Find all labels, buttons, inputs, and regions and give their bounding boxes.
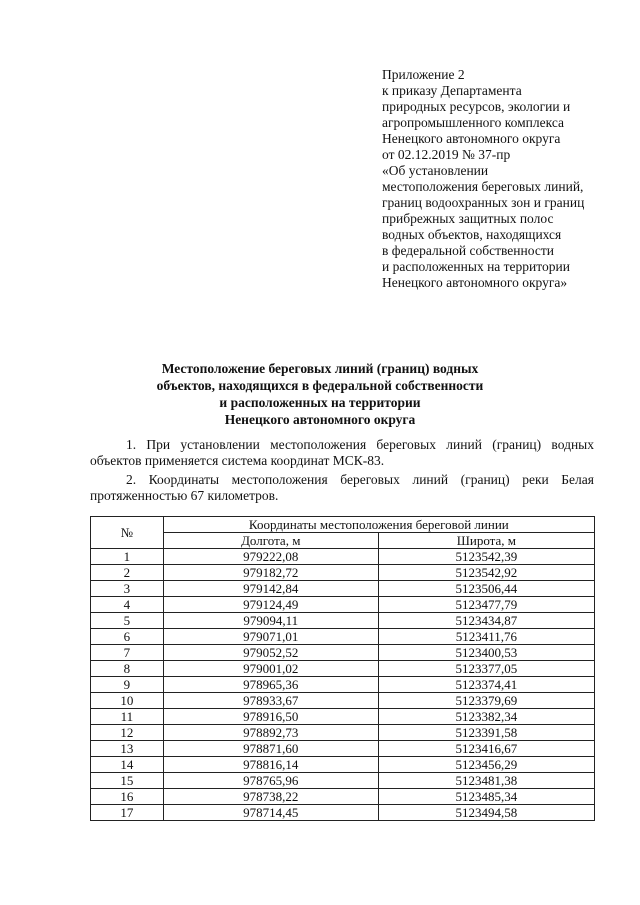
table-row [91, 709, 595, 725]
title-line: объектов, находящихся в федеральной собственности [156, 378, 484, 393]
row-number: 17 [91, 805, 164, 821]
row-number: 2 [91, 565, 164, 581]
row-number: 1 [91, 549, 164, 565]
table-row [91, 757, 595, 773]
row-number: 4 [91, 597, 164, 613]
row-number: 9 [91, 677, 164, 693]
row-latitude: 5123542,39 [378, 549, 594, 565]
row-longitude: 979142,84 [163, 581, 378, 597]
row-longitude: 979094,11 [163, 613, 378, 629]
header-longitude: Долгота, м [163, 533, 378, 549]
row-longitude: 978738,22 [163, 789, 378, 805]
row-number: 11 [91, 709, 164, 725]
appendix-line: в федеральной собственности [382, 243, 554, 258]
row-latitude: 5123382,34 [378, 709, 594, 725]
appendix-line: природных ресурсов, экологии и [382, 99, 571, 114]
row-number: 14 [91, 757, 164, 773]
appendix-line: от 02.12.2019 № 37-пр [382, 147, 511, 162]
row-latitude: 5123391,58 [378, 725, 594, 741]
table-row [91, 677, 595, 693]
paragraph-coordinate-system: 1. При установлении местоположения береговых линий (границ) водных объектов применяется система координат МСК-83. [90, 437, 594, 468]
row-longitude: 979222,08 [163, 549, 378, 565]
title-line: и расположенных на территории [219, 395, 421, 410]
coordinates-table [90, 516, 595, 821]
appendix-line: водных объектов, находящихся [382, 227, 562, 242]
row-longitude: 978714,45 [163, 805, 378, 821]
header-coordinates-group: Координаты местоположения береговой линии [163, 517, 594, 533]
row-longitude: 979001,02 [163, 661, 378, 677]
row-longitude: 979071,01 [163, 629, 378, 645]
table-row [91, 773, 595, 789]
row-longitude: 978933,67 [163, 693, 378, 709]
row-number: 10 [91, 693, 164, 709]
row-latitude: 5123434,87 [378, 613, 594, 629]
appendix-line: местоположения береговых линий, [382, 179, 584, 194]
row-latitude: 5123477,79 [378, 597, 594, 613]
appendix-line: агропромышленного комплекса [382, 115, 564, 130]
appendix-line: к приказу Департамента [382, 83, 522, 98]
row-longitude: 978765,96 [163, 773, 378, 789]
table-row [91, 565, 595, 581]
row-latitude: 5123379,69 [378, 693, 594, 709]
row-longitude: 979124,49 [163, 597, 378, 613]
table-row [91, 789, 595, 805]
row-longitude: 978916,50 [163, 709, 378, 725]
row-number: 12 [91, 725, 164, 741]
row-number: 16 [91, 789, 164, 805]
table-row [91, 725, 595, 741]
row-latitude: 5123400,53 [378, 645, 594, 661]
title-line: Местоположение береговых линий (границ) водных [161, 361, 479, 376]
table-row [91, 741, 595, 757]
row-number: 15 [91, 773, 164, 789]
row-latitude: 5123485,34 [378, 789, 594, 805]
appendix-line: и расположенных на территории [382, 259, 570, 274]
row-number: 7 [91, 645, 164, 661]
row-latitude: 5123542,92 [378, 565, 594, 581]
row-latitude: 5123416,67 [378, 741, 594, 757]
table-row [91, 661, 595, 677]
paragraph-river-coordinates: 2. Координаты местоположения береговых линий (границ) реки Белая протяженностью 67 километров. [90, 472, 594, 503]
appendix-line: границ водоохранных зон и границ [382, 195, 585, 210]
appendix-line: Приложение 2 [382, 67, 465, 82]
row-number: 3 [91, 581, 164, 597]
appendix-line: Ненецкого автономного округа» [382, 275, 568, 290]
row-latitude: 5123494,58 [378, 805, 594, 821]
row-latitude: 5123377,05 [378, 661, 594, 677]
row-latitude: 5123456,29 [378, 757, 594, 773]
title-line: Ненецкого автономного округа [224, 412, 416, 427]
table-row [91, 613, 595, 629]
row-longitude: 978965,36 [163, 677, 378, 693]
row-number: 5 [91, 613, 164, 629]
row-longitude: 979182,72 [163, 565, 378, 581]
row-number: 6 [91, 629, 164, 645]
appendix-block [382, 67, 632, 291]
row-longitude: 978892,73 [163, 725, 378, 741]
table-row [91, 693, 595, 709]
row-latitude: 5123506,44 [378, 581, 594, 597]
row-latitude: 5123411,76 [378, 629, 594, 645]
table-row [91, 597, 595, 613]
row-longitude: 979052,52 [163, 645, 378, 661]
row-latitude: 5123374,41 [378, 677, 594, 693]
document-title [100, 360, 540, 428]
table-row [91, 805, 595, 821]
header-latitude: Широта, м [378, 533, 594, 549]
header-number: № [91, 517, 164, 549]
coordinates-table-body [91, 549, 595, 821]
appendix-line: Ненецкого автономного округа [382, 131, 561, 146]
row-longitude: 978871,60 [163, 741, 378, 757]
appendix-line: прибрежных защитных полос [382, 211, 554, 226]
row-longitude: 978816,14 [163, 757, 378, 773]
row-number: 13 [91, 741, 164, 757]
table-row [91, 581, 595, 597]
table-row [91, 645, 595, 661]
row-number: 8 [91, 661, 164, 677]
table-row [91, 549, 595, 565]
table-row [91, 629, 595, 645]
row-latitude: 5123481,38 [378, 773, 594, 789]
appendix-line: «Об установлении [382, 163, 489, 178]
